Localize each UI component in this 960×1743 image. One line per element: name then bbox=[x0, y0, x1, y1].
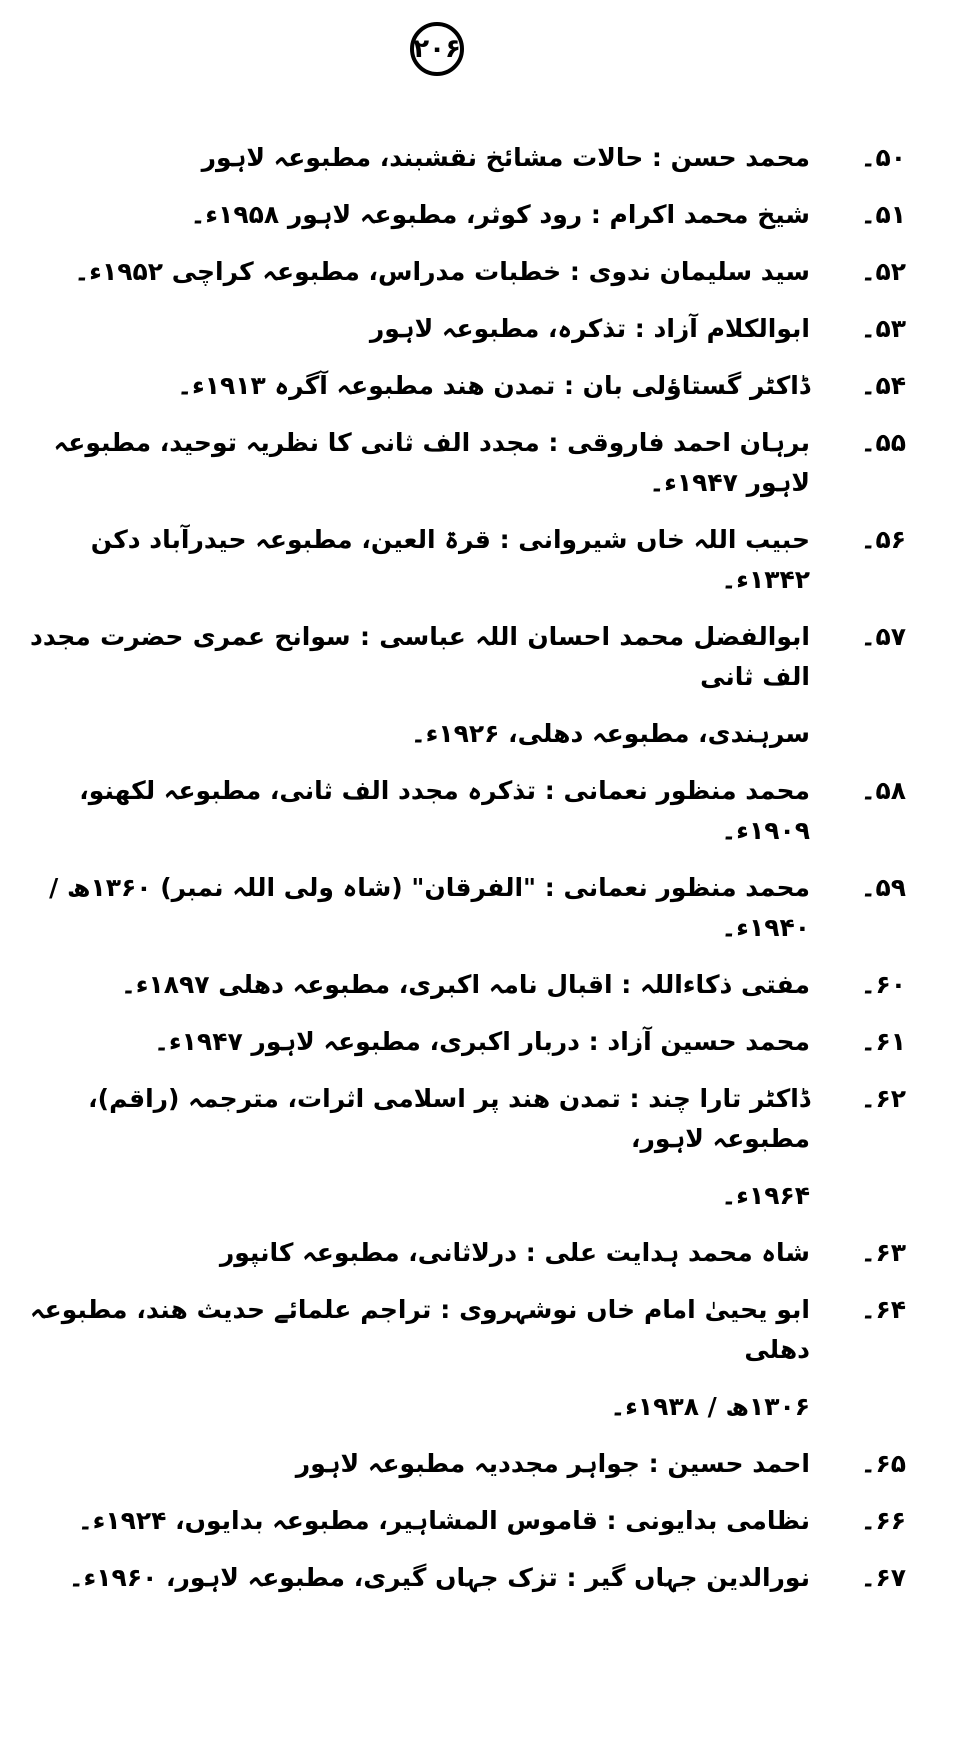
list-item bbox=[0, 1233, 960, 1273]
reference-continuation: سرہندی، مطبوعہ دھلی، ۱۹۲۶ء۔ bbox=[410, 719, 810, 748]
reference-number: ۶۴۔ bbox=[860, 1295, 906, 1324]
reference-text: نورالدین جہاں گیر : تزک جہاں گیری، مطبوعہ لاہور، ۱۹۶۰ء۔ bbox=[68, 1563, 810, 1592]
list-item bbox=[0, 423, 960, 503]
reference-text: محمد منظور نعمانی : "الفرقان" (شاہ ولی اللہ نمبر) ۱۳۶۰ھ / ۱۹۴۰ء۔ bbox=[49, 873, 810, 942]
reference-number: ۶۱۔ bbox=[860, 1027, 906, 1056]
reference-list bbox=[0, 138, 960, 1598]
reference-number: ۶۳۔ bbox=[860, 1238, 906, 1267]
reference-number: ۵۸۔ bbox=[860, 776, 906, 805]
reference-number: ۶۲۔ bbox=[860, 1084, 906, 1113]
list-item bbox=[0, 1558, 960, 1598]
list-item bbox=[0, 366, 960, 406]
reference-number: ۵۳۔ bbox=[860, 314, 906, 343]
reference-text: شاہ محمد ہدایت علی : درلاثانی، مطبوعہ کانپور bbox=[219, 1238, 810, 1267]
reference-number: ۵۹۔ bbox=[860, 873, 906, 902]
list-item bbox=[0, 309, 960, 349]
list-item bbox=[0, 1501, 960, 1541]
list-item bbox=[0, 1079, 960, 1216]
reference-number: ۵۲۔ bbox=[860, 257, 906, 286]
reference-number: ۵۶۔ bbox=[860, 525, 906, 554]
list-item bbox=[0, 520, 960, 600]
list-item bbox=[0, 195, 960, 235]
reference-text: محمد منظور نعمانی : تذکرہ مجدد الف ثانی، مطبوعہ لکھنو، ۱۹۰۹ء۔ bbox=[79, 776, 810, 845]
reference-number: ۵۵۔ bbox=[860, 428, 906, 457]
reference-number: ۵۰۔ bbox=[860, 143, 906, 172]
list-item bbox=[0, 617, 960, 754]
reference-number: ۶۷۔ bbox=[860, 1563, 906, 1592]
reference-number: ۵۱۔ bbox=[860, 200, 906, 229]
reference-text: محمد حسین آزاد : دربار اکبری، مطبوعہ لاہور ۱۹۴۷ء۔ bbox=[154, 1027, 810, 1056]
reference-text: محمد حسن : حالات مشائخ نقشبند، مطبوعہ لاہور bbox=[201, 143, 810, 172]
list-item bbox=[0, 138, 960, 178]
reference-number: ۵۴۔ bbox=[860, 371, 906, 400]
reference-text: ابوالکلام آزاد : تذکرہ، مطبوعہ لاہور bbox=[369, 314, 810, 343]
reference-continuation: ۱۹۶۴ء۔ bbox=[721, 1181, 810, 1210]
reference-text: مفتی ذکاءاللہ : اقبال نامہ اکبری، مطبوعہ دھلی ۱۸۹۷ء۔ bbox=[121, 970, 810, 999]
reference-text: ابوالفضل محمد احسان اللہ عباسی : سوانح عمری حضرت مجدد الف ثانی bbox=[30, 622, 810, 691]
list-item bbox=[0, 868, 960, 948]
list-item bbox=[0, 1444, 960, 1484]
reference-text: ڈاکٹر گستاؤلی بان : تمدن ھند مطبوعہ آگرہ ۱۹۱۳ء۔ bbox=[177, 371, 810, 400]
list-item bbox=[0, 1022, 960, 1062]
reference-text: نظامی بدایونی : قاموس المشاہیر، مطبوعہ بدایوں، ۱۹۲۴ء۔ bbox=[77, 1506, 810, 1535]
reference-number: ۶۰۔ bbox=[860, 970, 906, 999]
reference-text: برہان احمد فاروقی : مجدد الف ثانی کا نظریہ توحید، مطبوعہ لاہور ۱۹۴۷ء۔ bbox=[53, 428, 810, 497]
reference-number: ۶۶۔ bbox=[860, 1506, 906, 1535]
reference-text: ڈاکٹر تارا چند : تمدن ھند پر اسلامی اثرات، مترجمہ (راقم)، مطبوعہ لاہور، bbox=[88, 1084, 810, 1153]
reference-number: ۶۵۔ bbox=[860, 1449, 906, 1478]
list-item bbox=[0, 965, 960, 1005]
reference-text: ابو یحییٰ امام خاں نوشہروی : تراجم علمائے حدیث ھند، مطبوعہ دھلی bbox=[30, 1295, 810, 1364]
list-item bbox=[0, 771, 960, 851]
reference-text: حبیب اللہ خاں شیروانی : قرۃ العین، مطبوعہ حیدرآباد دکن ۱۳۴۲ء۔ bbox=[90, 525, 810, 594]
reference-continuation: ۱۳۰۶ھ / ۱۹۳۸ء۔ bbox=[610, 1392, 810, 1421]
reference-text: سید سلیمان ندوی : خطبات مدراس، مطبوعہ کراچی ۱۹۵۲ء۔ bbox=[74, 257, 810, 286]
list-item bbox=[0, 1290, 960, 1427]
reference-text: احمد حسین : جواہر مجددیہ مطبوعہ لاہور bbox=[295, 1449, 810, 1478]
page-number: ۲۰۶ bbox=[410, 22, 464, 76]
reference-number: ۵۷۔ bbox=[860, 622, 906, 651]
list-item bbox=[0, 252, 960, 292]
reference-text: شیخ محمد اکرام : رود کوثر، مطبوعہ لاہور ۱۹۵۸ء۔ bbox=[190, 200, 810, 229]
